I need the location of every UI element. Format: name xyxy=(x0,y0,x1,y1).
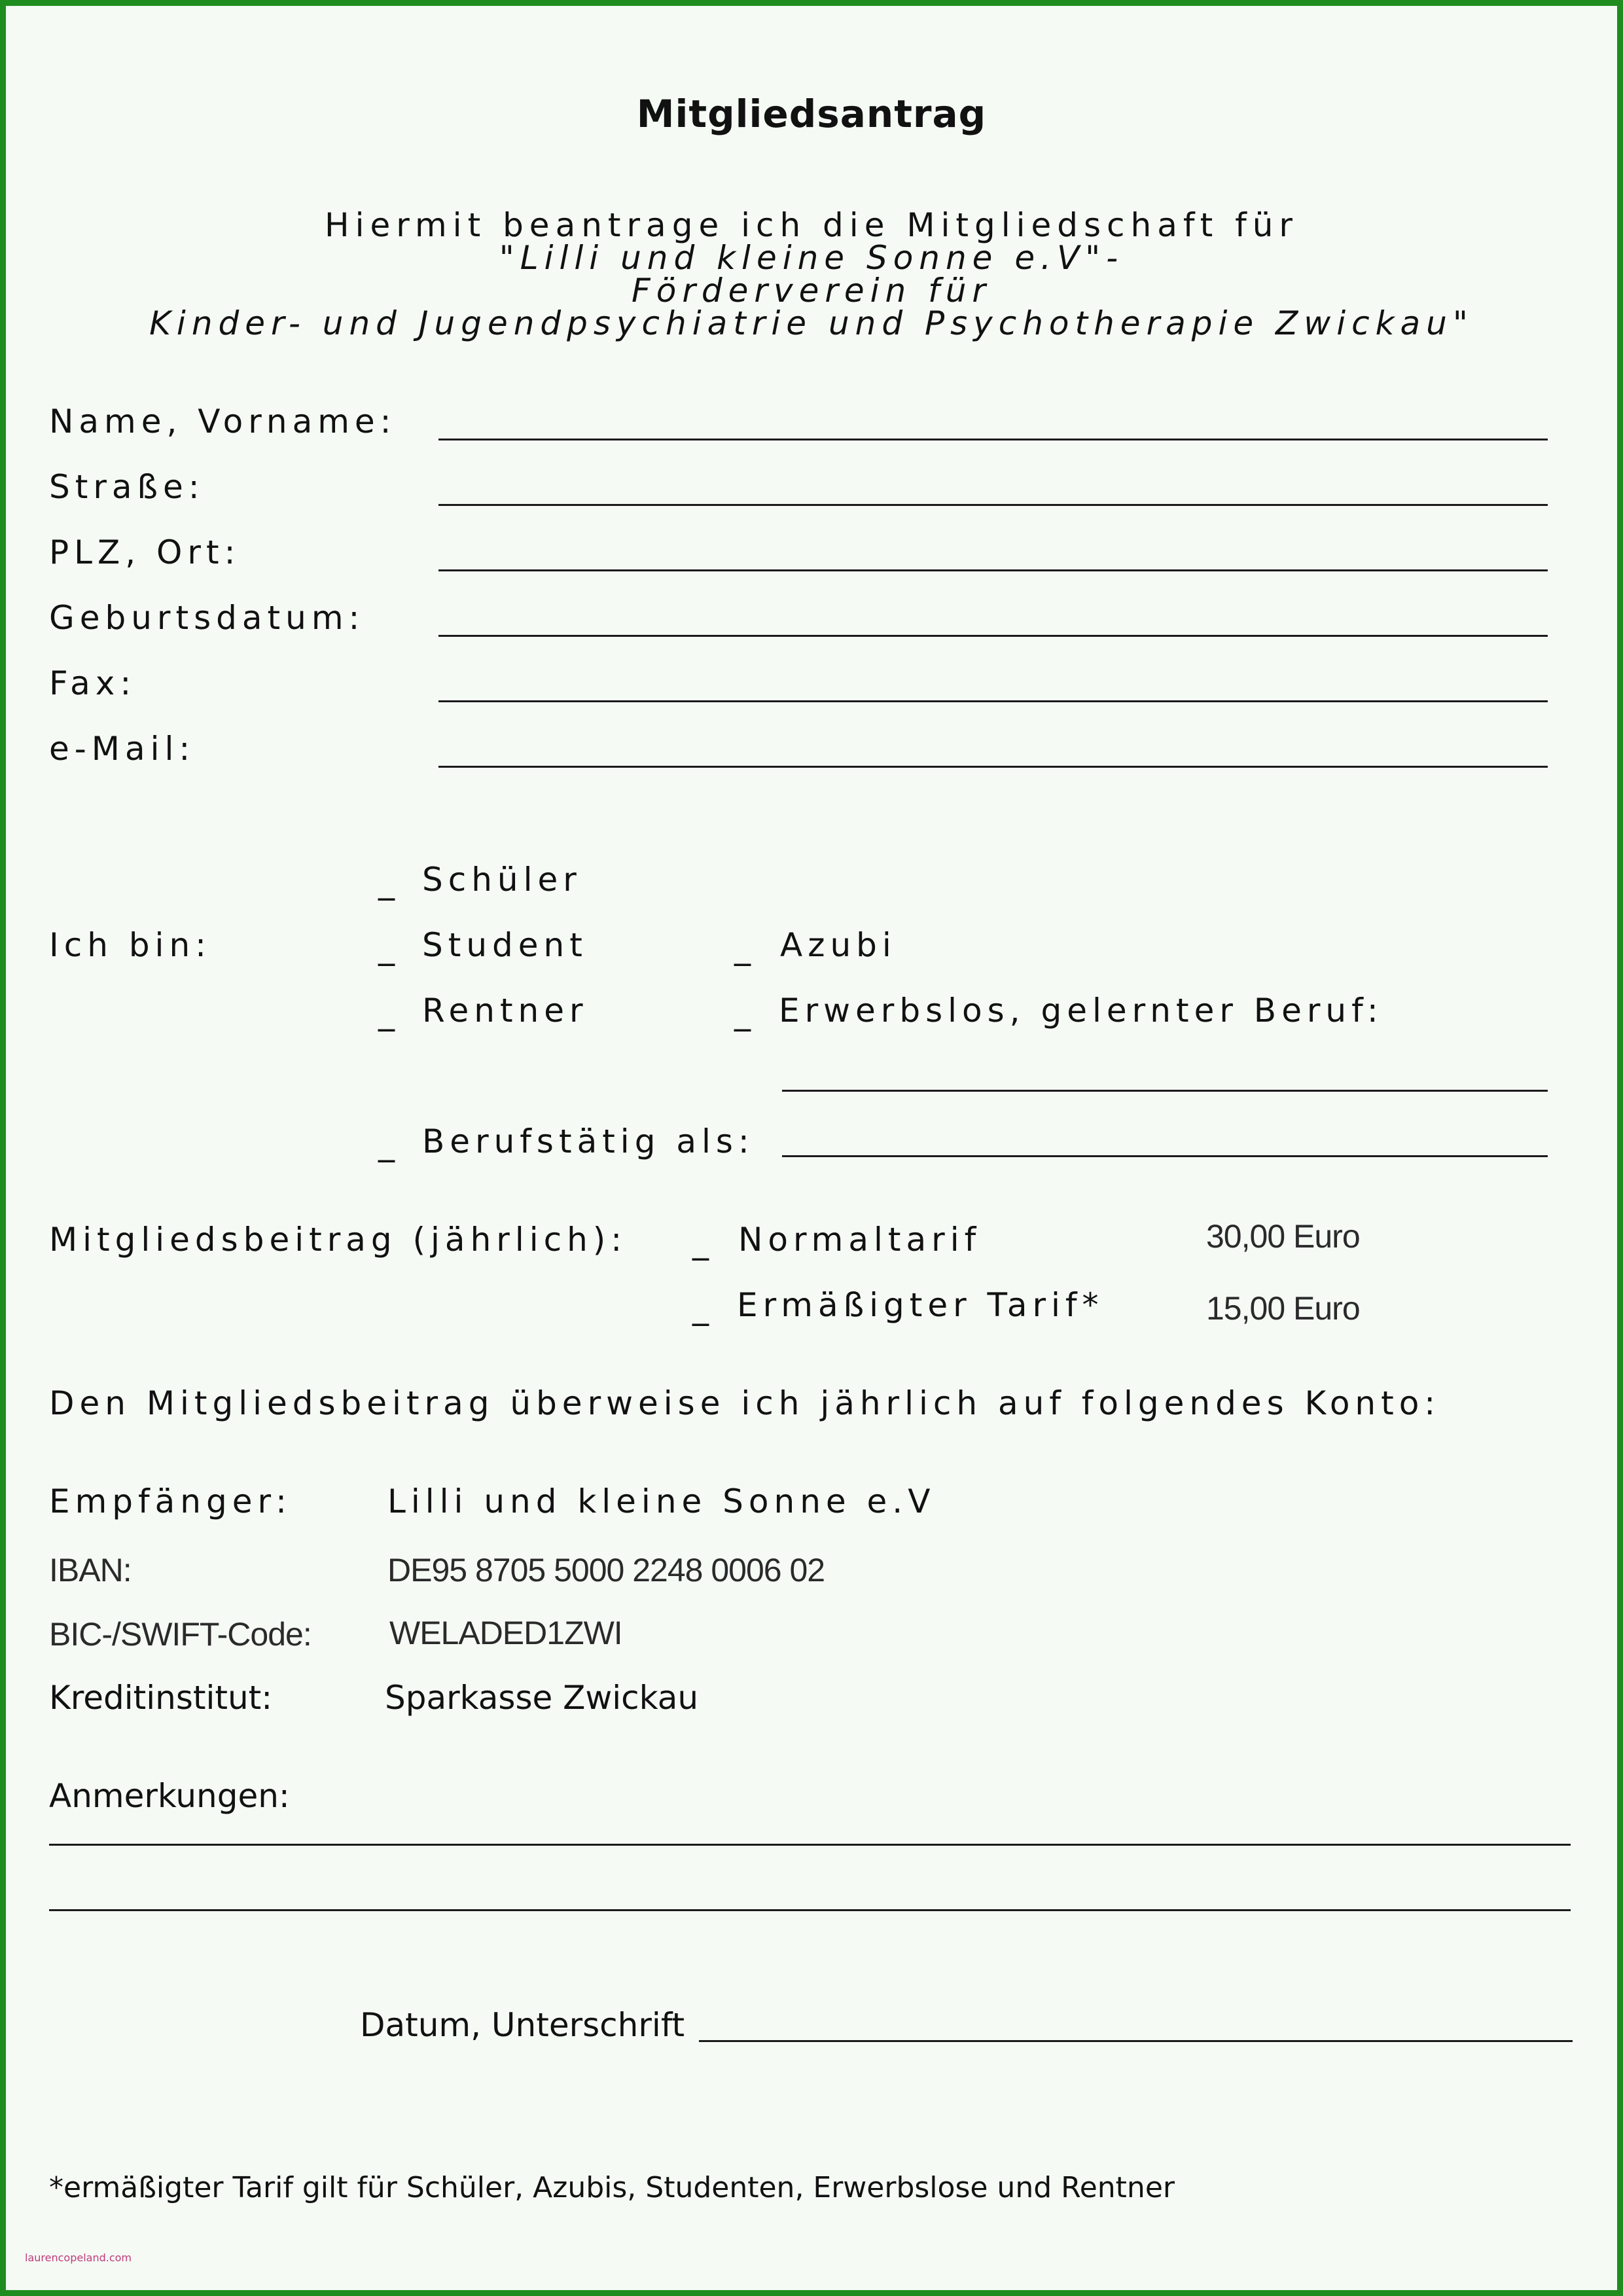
fax-field[interactable] xyxy=(438,700,1548,702)
berufstaetig-label: Berufstätig als: xyxy=(422,1122,755,1160)
intro-line-2: "Lilli und kleine Sonne e.V"- xyxy=(499,239,1124,277)
berufstaetig-checkbox[interactable]: _ xyxy=(378,1124,395,1162)
normaltarif-label: Normaltarif xyxy=(738,1221,982,1259)
birthdate-label: Geburtsdatum: xyxy=(49,599,365,637)
city-label: PLZ, Ort: xyxy=(49,533,241,571)
normaltarif-amount: 30,00 Euro xyxy=(1206,1218,1360,1255)
rentner-checkbox[interactable]: _ xyxy=(378,994,395,1031)
berufstaetig-field[interactable] xyxy=(782,1155,1548,1157)
name-field[interactable] xyxy=(438,439,1548,440)
intro-line-1: Hiermit beantrage ich die Mitgliedschaft für xyxy=(325,206,1298,244)
street-label: Straße: xyxy=(49,468,205,506)
email-field[interactable] xyxy=(438,766,1548,768)
transfer-text: Den Mitgliedsbeitrag überweise ich jährlich auf folgendes Konto: xyxy=(49,1384,1441,1422)
intro-line-3: Förderverein für xyxy=(632,272,991,310)
azubi-checkbox[interactable]: _ xyxy=(734,928,751,966)
watermark-credit: laurencopeland.com xyxy=(25,2251,132,2264)
page-title: Mitgliedsantrag xyxy=(636,92,987,136)
remarks-label: Anmerkungen: xyxy=(49,1777,290,1815)
street-field[interactable] xyxy=(438,504,1548,506)
birthdate-field[interactable] xyxy=(438,635,1548,637)
remarks-line-1[interactable] xyxy=(49,1844,1571,1846)
name-label: Name, Vorname: xyxy=(49,403,397,440)
email-label: e-Mail: xyxy=(49,730,196,768)
bic-value: WELADED1ZWI xyxy=(389,1615,622,1651)
student-checkbox[interactable]: _ xyxy=(378,928,395,966)
remarks-line-2[interactable] xyxy=(49,1909,1571,1911)
fee-label: Mitgliedsbeitrag (jährlich): xyxy=(49,1221,628,1259)
fax-label: Fax: xyxy=(49,664,137,702)
schueler-checkbox[interactable]: _ xyxy=(378,863,395,901)
signature-field[interactable] xyxy=(699,2040,1573,2042)
azubi-label: Azubi xyxy=(780,926,897,964)
bic-label: BIC-/SWIFT-Code: xyxy=(49,1616,312,1653)
erwerbslos-beruf-field[interactable] xyxy=(782,1090,1548,1092)
ermaessigt-checkbox[interactable]: _ xyxy=(692,1288,709,1326)
recipient-label: Empfänger: xyxy=(49,1482,292,1520)
institute-label: Kreditinstitut: xyxy=(49,1679,273,1717)
intro-line-4: Kinder- und Jugendpsychiatrie und Psychotherapie Zwickau" xyxy=(149,304,1474,342)
ermaessigt-amount: 15,00 Euro xyxy=(1206,1290,1360,1327)
student-label: Student xyxy=(422,926,588,964)
erwerbslos-label: Erwerbslos, gelernter Beruf: xyxy=(779,992,1383,1030)
rentner-label: Rentner xyxy=(422,992,588,1030)
ermaessigt-label: Ermäßigter Tarif* xyxy=(737,1286,1104,1324)
status-label: Ich bin: xyxy=(49,926,211,964)
signature-label: Datum, Unterschrift xyxy=(360,2006,685,2044)
erwerbslos-checkbox[interactable]: _ xyxy=(734,994,751,1031)
schueler-label: Schüler xyxy=(422,861,582,899)
recipient-value: Lilli und kleine Sonne e.V xyxy=(387,1482,936,1520)
city-field[interactable] xyxy=(438,569,1548,571)
iban-label: IBAN: xyxy=(49,1552,132,1588)
institute-value: Sparkasse Zwickau xyxy=(385,1679,699,1717)
iban-value: DE95 8705 5000 2248 0006 02 xyxy=(387,1552,825,1588)
footnote: *ermäßigter Tarif gilt für Schüler, Azubis, Studenten, Erwerbslose und Rentner xyxy=(49,2171,1175,2204)
normaltarif-checkbox[interactable]: _ xyxy=(692,1223,709,1261)
